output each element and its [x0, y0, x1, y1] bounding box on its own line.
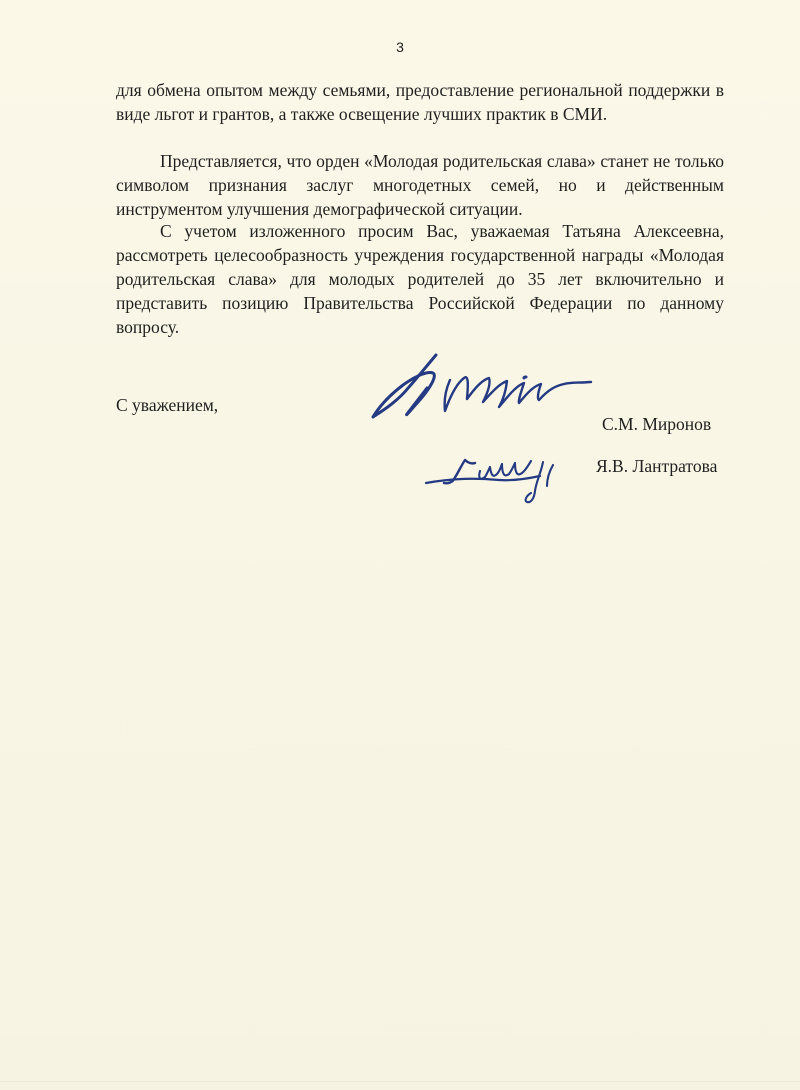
paragraph-2-text: Представляется, что орден «Молодая родительская слава» станет не только символом признания заслуг многодетных семей, но и действенным инструментом улучшения демографической ситуации.	[116, 151, 724, 219]
mironov-signature	[370, 350, 600, 428]
page-number: 3	[396, 39, 404, 55]
paragraph-3-text: С учетом изложенного просим Вас, уважаемая Татьяна Алексеевна, рассмотреть целесообразность учреждения государственной награды «Молодая родительская слава» для молодых родителей до 35 лет включительно и представить позицию Правительства Российской Федерации по данному вопросу.	[116, 221, 724, 337]
paragraph-1	[116, 78, 724, 126]
lantratova-signature	[420, 447, 590, 509]
signatory-mironov: С.М. Миронов	[602, 414, 712, 434]
paragraph-3	[116, 219, 724, 339]
page-bottom-shadow	[0, 1081, 800, 1082]
paragraph-2	[116, 149, 724, 221]
closing-phrase: С уважением,	[116, 395, 219, 415]
paragraph-1-text: для обмена опытом между семьями, предоставление региональной поддержки в виде льгот и грантов, а также освещение лучших практик в СМИ.	[116, 80, 724, 124]
signatory-lantratova: Я.В. Лантратова	[596, 456, 718, 476]
